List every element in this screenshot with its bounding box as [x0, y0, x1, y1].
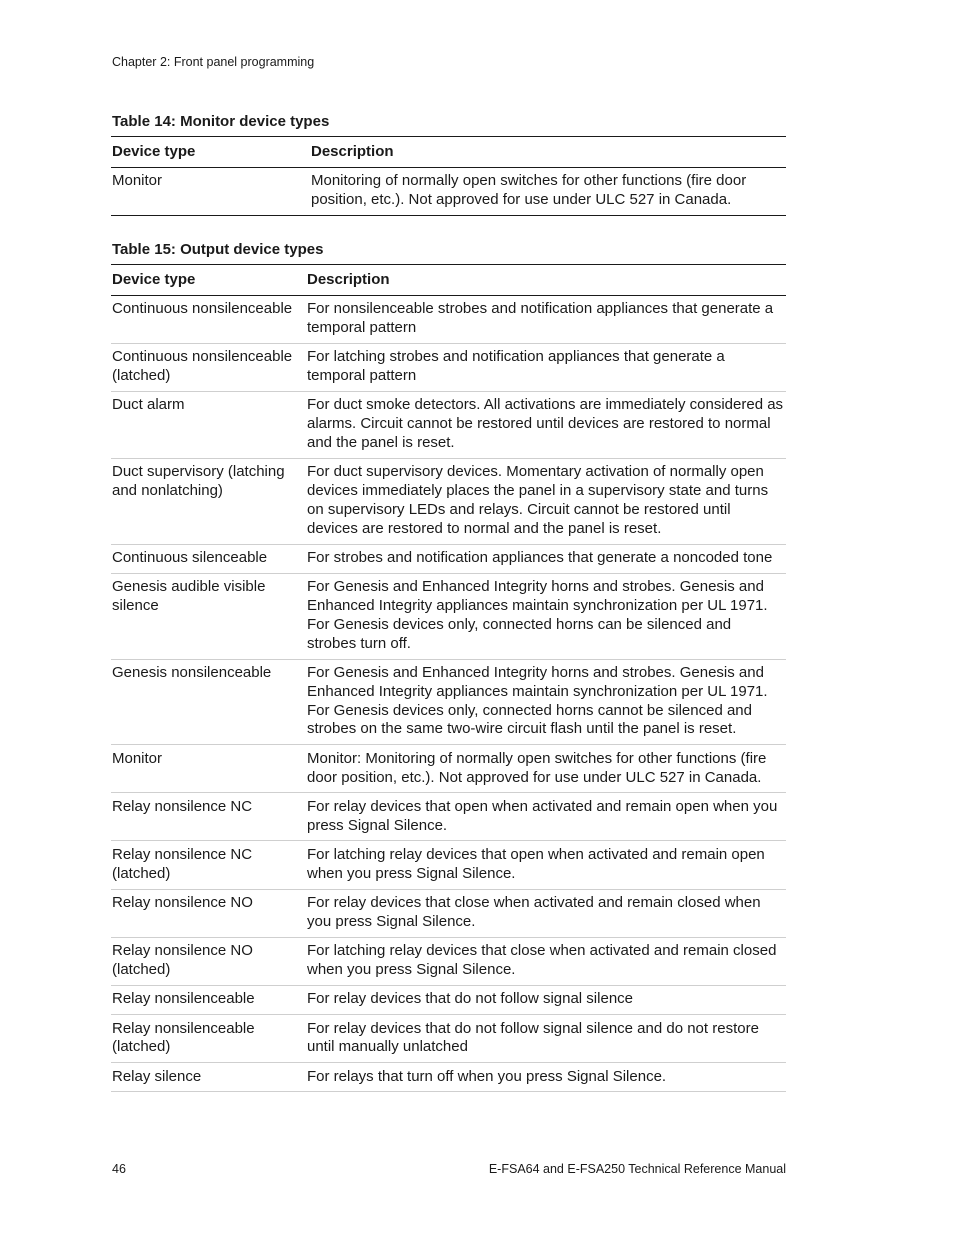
column-header-device-type: Device type: [112, 271, 196, 288]
description-cell: Monitor: Monitoring of normally open switches for other functions (fire door position, etc.). Not approved for use under ULC 527 in Canada.: [307, 749, 767, 786]
device-type-cell: Relay nonsilenceable: [112, 990, 255, 1008]
description-cell: For Genesis and Enhanced Integrity horns and strobes. Genesis and Enhanced Integrity appliances maintain synchronization per UL 1971. For Genesis devices only, connected horns cannot be silenced and strobes on the same two-wire circuit flash until the panel is reset.: [307, 664, 768, 738]
device-type-cell: Relay silence: [112, 1067, 202, 1085]
table-row: [111, 937, 786, 985]
table-row: [111, 458, 786, 544]
description-cell: For duct supervisory devices. Momentary activation of normally open devices immediately places the panel in a supervisory state and turns on supervisory LEDs and relays. Circuit cannot be restored until devices are restored to normal and the panel is reset.: [307, 463, 769, 537]
output-device-types-table: [111, 264, 786, 1092]
device-type-cell: Duct supervisory (latching and nonlatching): [112, 463, 285, 500]
device-type-cell: Genesis nonsilenceable: [112, 664, 272, 682]
device-type-cell: Relay nonsilence NC: [112, 797, 253, 815]
table-row: [111, 889, 786, 937]
table-row: [111, 1015, 786, 1063]
table-row: [111, 659, 786, 745]
table-row: [111, 745, 786, 793]
device-type-cell: Duct alarm: [112, 396, 185, 414]
monitor-device-types-table: [111, 136, 786, 216]
device-type-cell: Relay nonsilence NO (latched): [112, 942, 253, 978]
device-type-cell: Monitor: [112, 749, 163, 767]
device-type-cell: Continuous silenceable: [112, 549, 268, 567]
column-header-description: Description: [311, 143, 394, 160]
device-type-cell: Relay nonsilenceable (latched): [112, 1019, 255, 1056]
table-header-row: [111, 137, 786, 168]
description-cell: For nonsilenceable strobes and notification appliances that generate a temporal pattern: [307, 300, 774, 337]
device-type-cell: Relay nonsilence NO: [112, 894, 253, 912]
column-header-device-type: Device type: [112, 143, 196, 160]
table-15-caption: Table 15: Output device types: [112, 241, 324, 258]
manual-title: E-FSA64 and E-FSA250 Technical Reference Manual: [488, 1162, 786, 1176]
description-cell: For strobes and notification appliances that generate a noncoded tone: [307, 549, 773, 567]
device-type-cell: Genesis audible visible silence: [112, 578, 266, 615]
description-cell: For duct smoke detectors. All activations are immediately considered as alarms. Circuit cannot be restored until devices are restored to normal and the panel is reset.: [307, 396, 784, 452]
table-row: [111, 167, 786, 215]
table-row: [111, 391, 786, 458]
table-header-row: [111, 265, 786, 296]
device-type-cell: Continuous nonsilenceable: [112, 300, 293, 318]
description-cell: For relay devices that close when activated and remain closed when you press Signal Silence.: [307, 894, 761, 930]
table-row: [111, 1063, 786, 1092]
table-row: [111, 544, 786, 573]
device-type-cell: Continuous nonsilenceable (latched): [112, 348, 293, 385]
table-row: [111, 841, 786, 889]
table-14-caption: Table 14: Monitor device types: [112, 113, 330, 130]
table-row: [111, 295, 786, 343]
description-cell: For latching relay devices that close when activated and remain closed when you press Signal Silence.: [307, 942, 777, 978]
page-number: 46: [112, 1162, 126, 1176]
device-type-cell: Relay nonsilence NC (latched): [112, 845, 253, 882]
description-cell: For relay devices that do not follow signal silence and do not restore until manually unlatched: [307, 1019, 759, 1056]
description-cell: Monitoring of normally open switches for other functions (fire door position, etc.). Not approved for use under ULC 527 in Canada.: [311, 172, 747, 209]
description-cell: For relay devices that do not follow signal silence: [307, 990, 634, 1008]
device-type-cell: Monitor: [112, 172, 163, 190]
description-cell: For Genesis and Enhanced Integrity horns and strobes. Genesis and Enhanced Integrity appliances maintain synchronization per UL 1971. For Genesis devices only, connected horns can be silenced and strobes turn off.: [307, 578, 768, 652]
description-cell: For relay devices that open when activated and remain open when you press Signal Silence.: [307, 797, 778, 834]
table-row: [111, 343, 786, 391]
description-cell: For latching relay devices that open when activated and remain open when you press Signal Silence.: [307, 845, 765, 882]
column-header-description: Description: [307, 271, 390, 288]
table-row: [111, 985, 786, 1014]
description-cell: For latching strobes and notification appliances that generate a temporal pattern: [307, 348, 725, 385]
table-row: [111, 793, 786, 841]
table-row: [111, 573, 786, 659]
description-cell: For relays that turn off when you press Signal Silence.: [307, 1067, 667, 1085]
running-header: Chapter 2: Front panel programming: [112, 55, 315, 69]
